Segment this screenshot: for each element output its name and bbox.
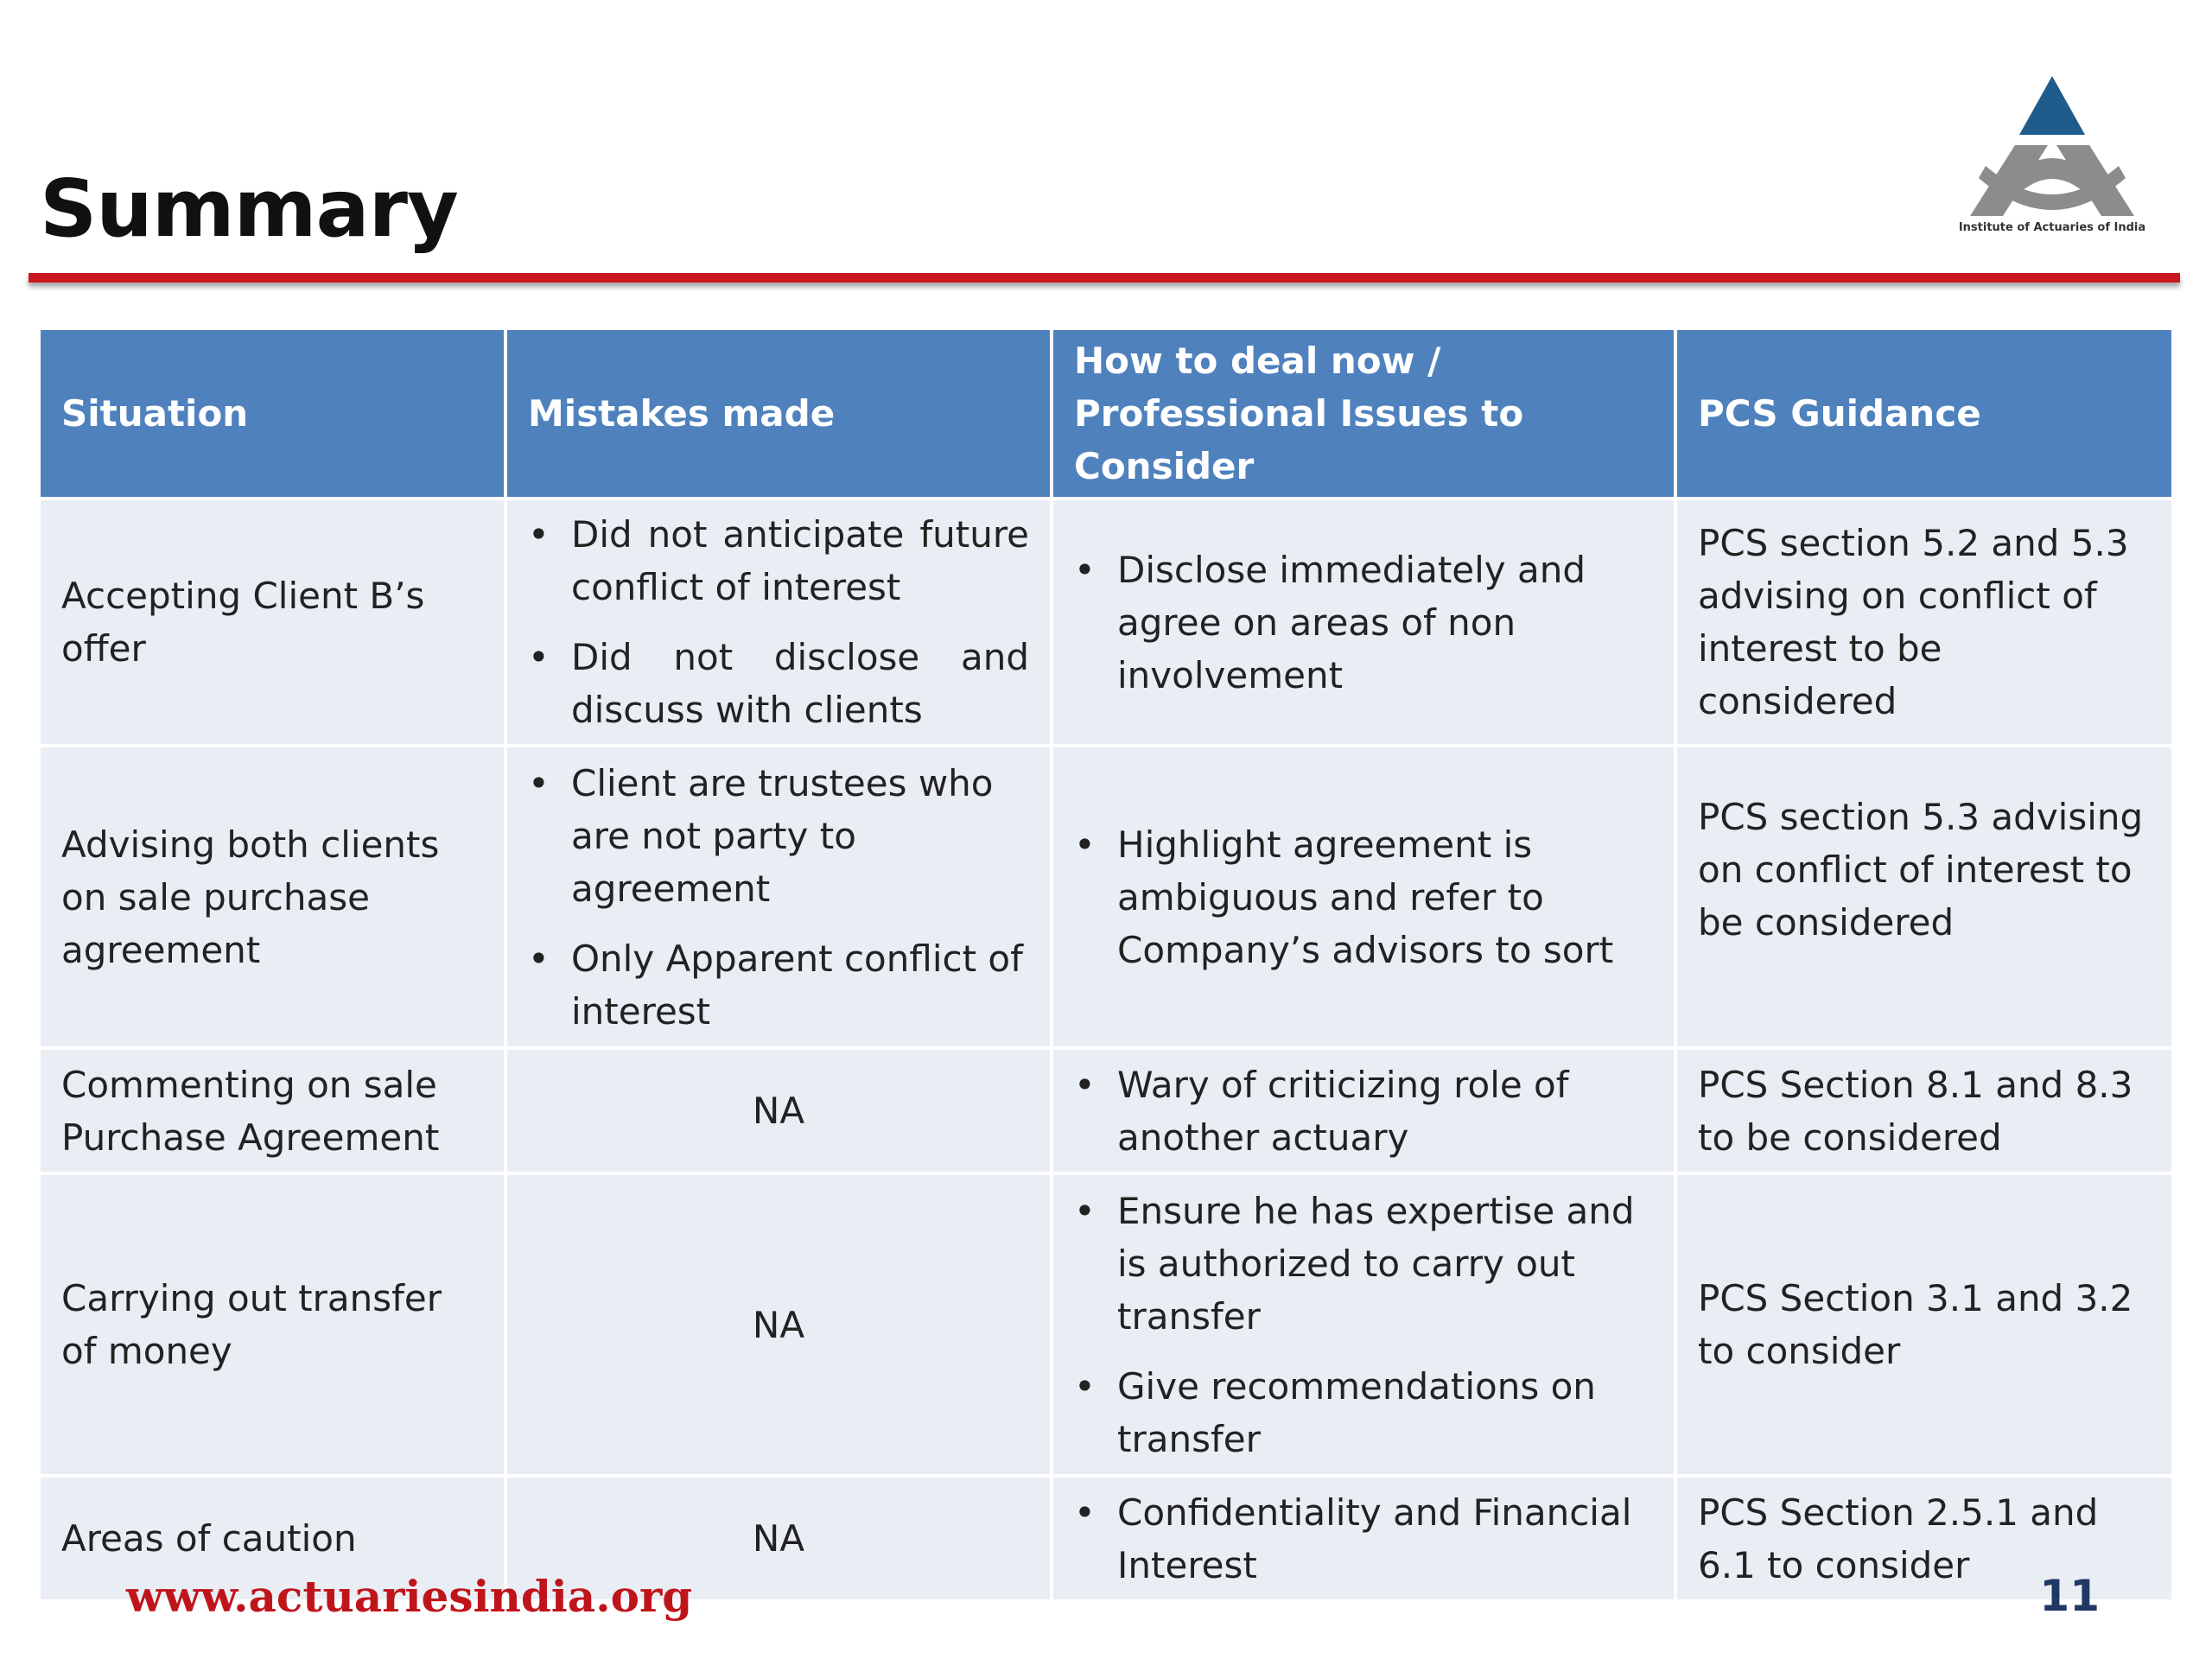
mistakes-cell-na: NA: [507, 1478, 1050, 1599]
actions-cell: [1053, 1478, 1674, 1599]
situation-cell: Commenting on sale Purchase Agreement: [41, 1050, 504, 1172]
bullet-list: [528, 757, 1029, 1038]
situation-cell: Carrying out transfer of money: [41, 1175, 504, 1474]
table-row: [41, 1050, 2171, 1172]
list-item: • Only Apparent conflict of interest: [528, 932, 1029, 1038]
guidance-cell: PCS section 5.3 advising on conflict of interest to be considered: [1677, 747, 2171, 1046]
table-row: [41, 1175, 2171, 1474]
mistakes-cell: [507, 500, 1050, 744]
mistakes-cell-na: NA: [507, 1175, 1050, 1474]
list-item: • Did not anticipate future conflict of interest: [528, 508, 1029, 613]
list-item: • Did not disclose and discuss with clients: [528, 631, 1029, 736]
header-mistakes: Mistakes made: [507, 330, 1050, 497]
slide-title: Summary: [40, 162, 458, 255]
title-underline: [29, 273, 2180, 283]
header-situation: Situation: [41, 330, 504, 497]
list-item: • Wary of criticizing role of another actuary: [1074, 1058, 1653, 1164]
logo-caption: Institute of Actuaries of India: [1958, 221, 2146, 234]
actions-cell: [1053, 1050, 1674, 1172]
actions-cell: [1053, 500, 1674, 744]
guidance-cell: PCS Section 2.5.1 and 6.1 to consider: [1677, 1478, 2171, 1599]
list-item: • Give recommendations on transfer: [1074, 1360, 1653, 1465]
table-row: [41, 500, 2171, 744]
header-guidance: PCS Guidance: [1677, 330, 2171, 497]
list-item: • Client are trustees who are not party to agreement: [528, 757, 1029, 915]
list-item: • Confidentiality and Financial Interest: [1074, 1486, 1653, 1592]
website-link[interactable]: www.actuariesindia.org: [126, 1571, 693, 1622]
actions-cell: [1053, 747, 1674, 1046]
mistakes-cell: [507, 747, 1050, 1046]
guidance-cell: PCS Section 8.1 and 8.3 to be considered: [1677, 1050, 2171, 1172]
situation-cell: Accepting Client B’s offer: [41, 500, 504, 744]
list-item: • Highlight agreement is ambiguous and refer to Company’s advisors to sort: [1074, 818, 1653, 976]
list-item: • Ensure he has expertise and is authorized to carry out transfer: [1074, 1185, 1653, 1343]
institute-logo: [1948, 71, 2156, 244]
bullet-list: [1074, 818, 1653, 976]
bullet-list: [1074, 1486, 1653, 1592]
page-number: 11: [2039, 1571, 2100, 1621]
situation-cell: Areas of caution: [41, 1478, 504, 1599]
summary-table: [37, 327, 2175, 1603]
mistakes-cell-na: NA: [507, 1050, 1050, 1172]
situation-cell: Advising both clients on sale purchase agreement: [41, 747, 504, 1046]
bullet-list: [528, 508, 1029, 736]
table-row: [41, 747, 2171, 1046]
bullet-list: [1074, 1185, 1653, 1465]
actuaries-logo-icon: [1961, 71, 2143, 218]
guidance-cell: PCS section 5.2 and 5.3 advising on conflict of interest to be considered: [1677, 500, 2171, 744]
list-item: • Disclose immediately and agree on areas of non involvement: [1074, 543, 1653, 702]
guidance-cell: PCS Section 3.1 and 3.2 to consider: [1677, 1175, 2171, 1474]
table-header-row: [41, 330, 2171, 497]
bullet-list: [1074, 1058, 1653, 1164]
header-actions: How to deal now / Professional Issues to Consider: [1053, 330, 1674, 497]
bullet-list: [1074, 543, 1653, 702]
actions-cell: [1053, 1175, 1674, 1474]
